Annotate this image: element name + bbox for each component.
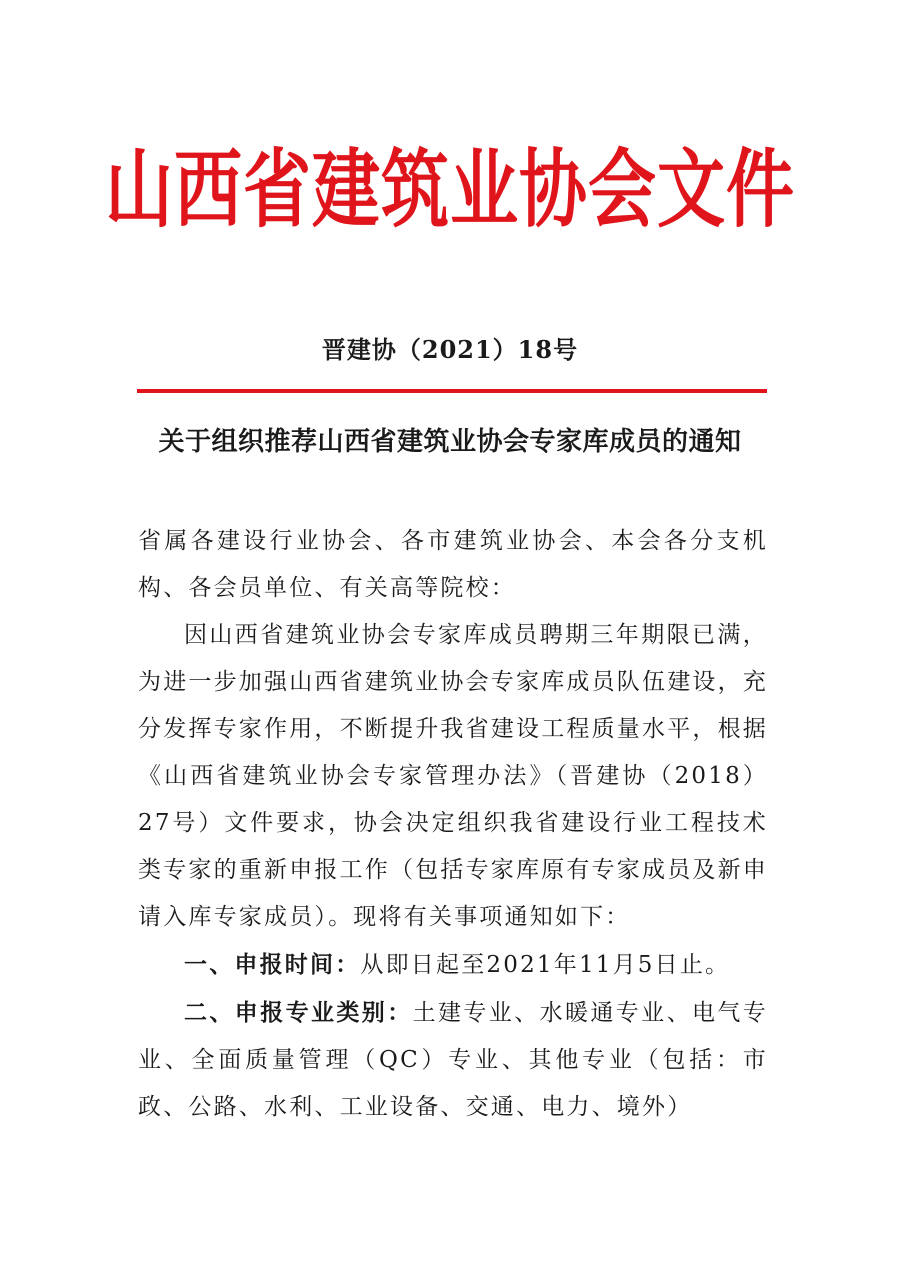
masthead-title: 山西省建筑业协会文件 — [104, 141, 795, 240]
item-categories — [138, 989, 768, 1131]
notice-title: 关于组织推荐山西省建筑业协会专家库成员的通知 — [158, 427, 742, 457]
item-time — [138, 941, 768, 989]
item-text: 土建专业、水暖通专业、电气专业、全面质量管理（QC）专业、其他专业（包括：市政、公路、水利、工业设备、交通、电力、境外） — [138, 1000, 768, 1120]
item-text: 从即日起至2021年11月5日止。 — [360, 952, 731, 978]
red-divider-line — [137, 389, 767, 393]
document-number: 晋建协（2021）18号 — [321, 335, 579, 364]
intro-paragraph: 因山西省建筑业协会专家库成员聘期三年期限已满，为进一步加强山西省建筑业协会专家库成员队伍建设，充分发挥专家作用，不断提升我省建设工程质量水平，根据《山西省建筑业协会专家管理办法》（晋建协（2018）27号）文件要求，协会决定组织我省建设行业工程技术类专家的重新申报工作（包括专家库原有专家成员及新申请入库专家成员）。现将有关事项通知如下： — [138, 622, 768, 930]
notice-body — [138, 518, 768, 1131]
item-heading: 二、申报专业类别： — [184, 999, 413, 1026]
item-heading: 一、申报时间： — [184, 951, 361, 978]
addressee-paragraph: 省属各建设行业协会、各市建筑业协会、本会各分支机构、各会员单位、有关高等院校： — [138, 528, 768, 601]
